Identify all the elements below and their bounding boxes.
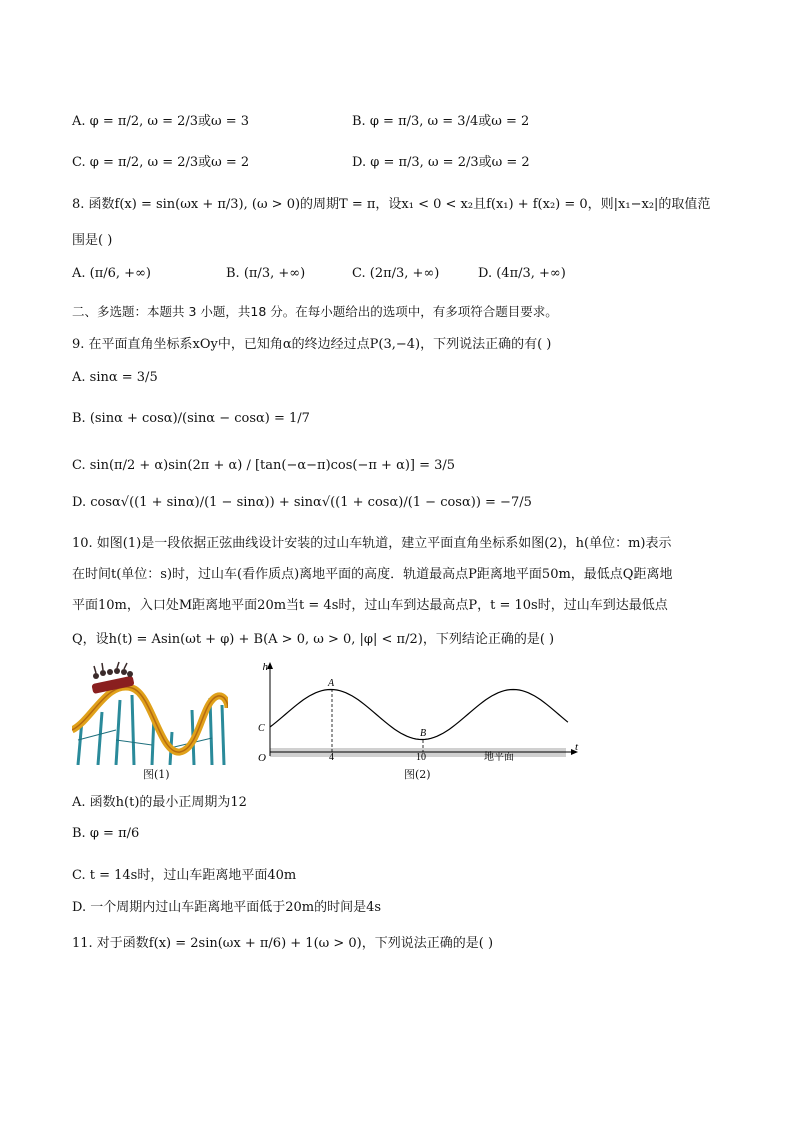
figure-1-caption: 图(1)	[143, 768, 170, 781]
point-c-label: C	[258, 723, 265, 734]
sine-curve	[270, 690, 568, 740]
q10-option-a[interactable]: A. 函数h(t)的最小正周期为12	[72, 795, 247, 810]
tick-4-label: 4	[329, 752, 334, 763]
q8-stem-line-1: 8. 函数f(x) = sin(ωx + π/3), (ω > 0)的周期T = π，设x₁ < 0 < x₂且f(x₁) + f(x₂) = 0，则|x₁−x₂|的取值范	[72, 197, 711, 212]
h-axis-label: h	[262, 661, 268, 673]
q10-stem-line-3: 平面10m，入口处M距离地平面20m当t = 4s时，过山车到达最高点P，t = 10s时，过山车到达最低点	[72, 598, 668, 613]
sine-graph-figure	[252, 660, 582, 768]
point-a-label: A	[328, 678, 335, 689]
q9-option-b[interactable]: B. (sinα + cosα)/(sinα − cosα) = 1/7	[72, 411, 310, 426]
q10-option-c[interactable]: C. t = 14s时，过山车距离地平面40m	[72, 868, 297, 883]
q8-option-d[interactable]: D. (4π/3, +∞)	[478, 266, 566, 281]
q9-option-a[interactable]: A. sinα = 3/5	[72, 370, 158, 385]
section-heading: 二、多选题：本题共 3 小题，共18 分。在每小题给出的选项中，有多项符合题目要求。	[72, 304, 558, 319]
q9-option-d[interactable]: D. cosα√((1 + sinα)/(1 − sinα)) + sinα√((1 + cosα)/(1 − cosα)) = −7/5	[72, 495, 532, 510]
q8-option-c[interactable]: C. (2π/3, +∞)	[352, 266, 440, 281]
q7-option-d[interactable]: D. φ = π/3, ω = 2/3或ω = 2	[352, 155, 530, 170]
q10-option-d[interactable]: D. 一个周期内过山车距离地平面低于20m的时间是4s	[72, 900, 382, 915]
q10-stem-line-2: 在时间t(单位：s)时，过山车(看作质点)离地平面的高度．轨道最高点P距离地平面50m，最低点Q距离地	[72, 567, 673, 582]
q7-option-b[interactable]: B. φ = π/3, ω = 3/4或ω = 2	[352, 114, 530, 129]
q8-option-b[interactable]: B. (π/3, +∞)	[226, 266, 306, 281]
point-b-label: B	[420, 728, 427, 739]
ground-label: 地平面	[484, 752, 514, 763]
t-axis-label: t	[575, 741, 579, 753]
origin-label: O	[258, 752, 266, 764]
q8-option-a[interactable]: A. (π/6, +∞)	[72, 266, 151, 281]
roller-coaster-photo	[72, 660, 228, 765]
tick-10-label: 10	[416, 752, 426, 763]
q9-option-c[interactable]: C. sin(π/2 + α)sin(2π + α) / [tan(−α−π)cos(−π + α)] = 3/5	[72, 458, 456, 473]
q10-option-b[interactable]: B. φ = π/6	[72, 826, 140, 841]
q10-stem-line-4: Q，设h(t) = Asin(ωt + φ) + B(A > 0, ω > 0, |φ| < π/2)，下列结论正确的是( )	[72, 632, 555, 647]
q8-stem-line-2: 围是( )	[72, 233, 113, 248]
q7-option-a[interactable]: A. φ = π/2, ω = 2/3或ω = 3	[72, 114, 250, 129]
q9-stem: 9. 在平面直角坐标系xOy中，已知角α的终边经过点P(3,−4)，下列说法正确的有( )	[72, 337, 552, 352]
figure-2-caption: 图(2)	[404, 768, 431, 781]
q7-option-c[interactable]: C. φ = π/2, ω = 2/3或ω = 2	[72, 155, 250, 170]
q10-stem-line-1: 10. 如图(1)是一段依据正弦曲线设计安装的过山车轨道，建立平面直角坐标系如图(2)，h(单位：m)表示	[72, 536, 672, 551]
q11-stem: 11. 对于函数f(x) = 2sin(ωx + π/6) + 1(ω > 0)，下列说法正确的是( )	[72, 936, 494, 951]
